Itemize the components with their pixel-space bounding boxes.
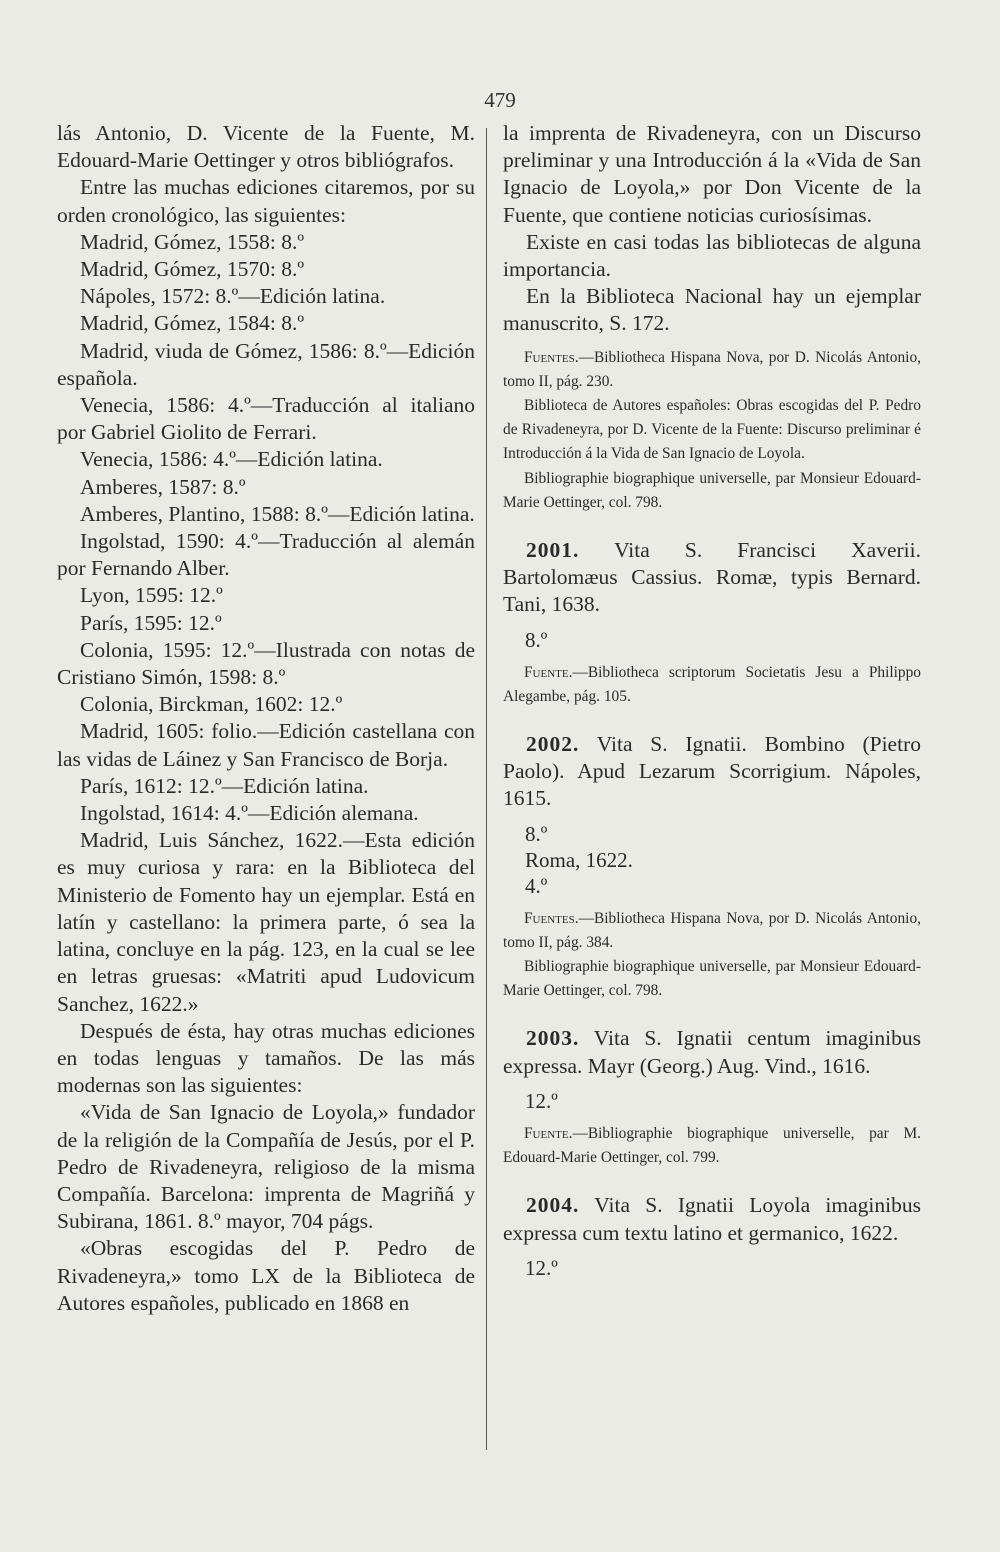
source-label: Fuente.: [524, 663, 573, 681]
column-divider: [486, 128, 487, 1450]
entry-spacer: [503, 515, 921, 537]
entry-format: 8.º: [525, 821, 548, 846]
left-paragraph: Ingolstad, 1590: 4.º—Traducción al alemán por Fernando Alber.: [57, 529, 475, 581]
entry-spacer: [503, 1114, 921, 1122]
entry-title: Vita S. Ignatii centum imaginibus expressa. Mayr (Georg.) Aug. Vind., 1616.: [503, 1026, 921, 1078]
entry-spacer: [503, 813, 921, 821]
left-paragraph: Entre las muchas ediciones citaremos, por su orden cronológico, las siguientes:: [57, 175, 475, 227]
catalog-entry: [503, 537, 921, 709]
entry-format: 8.º: [525, 627, 548, 652]
source-text: Bibliographie biographique universelle, par Monsieur Edouard-Marie Oettinger, col. 798.: [503, 958, 921, 1000]
left-paragraph: Lyon, 1595: 12.º: [80, 583, 223, 608]
entry-title: Vita S. Francisci Xaverii. Bartolomæus Cassius. Romæ, typis Bernard. Tani, 1638.: [503, 538, 921, 617]
catalog-entry: [503, 1025, 921, 1170]
entry-spacer: [503, 709, 921, 731]
left-paragraph: Después de ésta, hay otras muchas ediciones en todas lenguas y tamaños. De las más modernas son las siguientes:: [57, 1018, 475, 1098]
left-paragraph: Madrid, 1605: folio.—Edición castellana con las vidas de Láinez y San Francisco de Borja.: [57, 719, 475, 771]
source-label: Fuente.: [524, 1124, 573, 1142]
entry-heading: [503, 1025, 921, 1079]
source-citation: [503, 907, 921, 955]
left-paragraph: Madrid, Gómez, 1584: 8.º: [80, 311, 305, 336]
source-citation: [503, 1122, 921, 1170]
left-paragraph: París, 1612: 12.º—Edición latina.: [80, 773, 369, 798]
left-paragraph: «Obras escogidas del P. Pedro de Rivadeneyra,» tomo LX de la Biblioteca de Autores españoles, publicado en 1868 en: [57, 1236, 475, 1315]
source-citation: [503, 661, 921, 709]
left-paragraph: Madrid, viuda de Gómez, 1586: 8.º—Edición española.: [57, 338, 475, 390]
right-paragraph: Existe en casi todas las bibliotecas de alguna importancia.: [503, 229, 921, 282]
entry-number: 2002.: [526, 732, 580, 757]
left-paragraph: París, 1595: 12.º: [80, 610, 222, 635]
entry-format: 12.º: [525, 1255, 558, 1280]
entry-spacer: [503, 1170, 921, 1192]
source-text: —Bibliographie biographique universelle, par M. Edouard-Marie Oettinger, col. 799.: [503, 1124, 921, 1167]
entry-title: Vita S. Ignatii Loyola imaginibus expressa cum textu latino et germanico, 1622.: [503, 1193, 921, 1245]
left-paragraph: Amberes, 1587: 8.º: [80, 474, 246, 499]
entries: [503, 515, 921, 1281]
entry-spacer: [503, 619, 921, 627]
left-paragraph: Madrid, Gómez, 1558: 8.º: [80, 229, 305, 254]
source-text: —Bibliotheca scriptorum Societatis Jesu a Philippo Alegambe, pág. 105.: [503, 663, 921, 705]
left-paragraph: Colonia, 1595: 12.º—Ilustrada con notas de Cristiano Simón, 1598: 8.º: [57, 637, 475, 690]
left-paragraph: Colonia, Birckman, 1602: 12.º: [80, 692, 343, 717]
page-number: 479: [484, 88, 516, 112]
source-citation: [503, 346, 921, 394]
source-citation: [503, 955, 921, 1003]
right-paragraph: En la Biblioteca Nacional hay un ejemplar manuscrito, S. 172.: [503, 284, 921, 336]
entry-format: 12.º: [525, 1088, 558, 1113]
source-text: —Bibliotheca Hispana Nova, por D. Nicolás Antonio, tomo II, pág. 230.: [503, 348, 921, 390]
left-paragraph: Madrid, Gómez, 1570: 8.º: [80, 257, 305, 282]
source-text: Biblioteca de Autores españoles: Obras escogidas del P. Pedro de Rivadeneyra, por D. Vicente de la Fuente: Discurso preliminar é Introducción á la Vida de San Ignacio de Loyola.: [503, 397, 921, 463]
entry-number: 2003.: [526, 1026, 580, 1051]
entry-heading: [503, 537, 921, 619]
entry-heading: [503, 1192, 921, 1246]
right-paragraph: la imprenta de Rivadeneyra, con un Discurso preliminar y una Introducción á la «Vida de San Ignacio de Loyola,» por Don Vicente de la Fuente, que contiene noticias curiosísimas.: [503, 121, 921, 227]
source-label: Fuentes.: [524, 909, 579, 927]
entry-spacer: [503, 1080, 921, 1088]
catalog-entry: [503, 731, 921, 1003]
entry-number: 2004.: [526, 1193, 580, 1218]
left-paragraph: Amberes, Plantino, 1588: 8.º—Edición latina.: [80, 501, 475, 526]
left-paragraph: Venecia, 1586: 4.º—Edición latina.: [80, 447, 383, 472]
left-paragraph: lás Antonio, D. Vicente de la Fuente, M. Edouard-Marie Oettinger y otros bibliógrafos.: [57, 121, 475, 173]
left-paragraph: Madrid, Luis Sánchez, 1622.—Esta edición es muy curiosa y rara: en la Biblioteca del Ministerio de Fomento hay un ejemplar. Está en latín y castellano: la primera parte, ó sea la latina, concluye en la pág. 123, en la cual se lee en letras gruesas: «Matriti apud Ludovicum Sanchez, 1622.»: [57, 828, 475, 1016]
intro-sources: [503, 346, 921, 515]
entry-heading: [503, 731, 921, 813]
right-column: [503, 120, 921, 1281]
entry-spacer: [503, 899, 921, 907]
right-intro: [503, 120, 921, 338]
source-citation: [503, 467, 921, 515]
left-paragraph: Venecia, 1586: 4.º—Traducción al italiano por Gabriel Giolito de Ferrari.: [57, 393, 475, 445]
entry-title: Vita S. Ignatii. Bombino (Pietro Paolo). Apud Lezarum Scorrigium. Nápoles, 1615.: [503, 732, 921, 811]
left-paragraph: «Vida de San Ignacio de Loyola,» fundador de la religión de la Compañía de Jesús, por el P. Pedro de Rivadeneyra, religioso de la misma Compañía. Barcelona: imprenta de Magriñá y Subirana, 1861. 8.º mayor, 704 págs.: [57, 1100, 475, 1234]
entry-format: 4.º: [525, 873, 548, 898]
source-text: —Bibliotheca Hispana Nova, por D. Nicolás Antonio, tomo II, pág. 384.: [503, 909, 921, 951]
source-citation: [503, 394, 921, 467]
entry-spacer: [503, 1247, 921, 1255]
entry-number: 2001.: [526, 538, 580, 563]
catalog-entry: [503, 1192, 921, 1280]
left-paragraph: Ingolstad, 1614: 4.º—Edición alemana.: [80, 801, 419, 826]
entry-format: Roma, 1622.: [525, 847, 633, 872]
entry-spacer: [503, 1003, 921, 1025]
source-text: Bibliographie biographique universelle, par Monsieur Edouard-Marie Oettinger, col. 798.: [503, 469, 921, 511]
left-paragraph: Nápoles, 1572: 8.º—Edición latina.: [80, 284, 386, 309]
entry-spacer: [503, 653, 921, 661]
source-label: Fuentes.: [524, 348, 579, 366]
left-column: [57, 120, 475, 1317]
